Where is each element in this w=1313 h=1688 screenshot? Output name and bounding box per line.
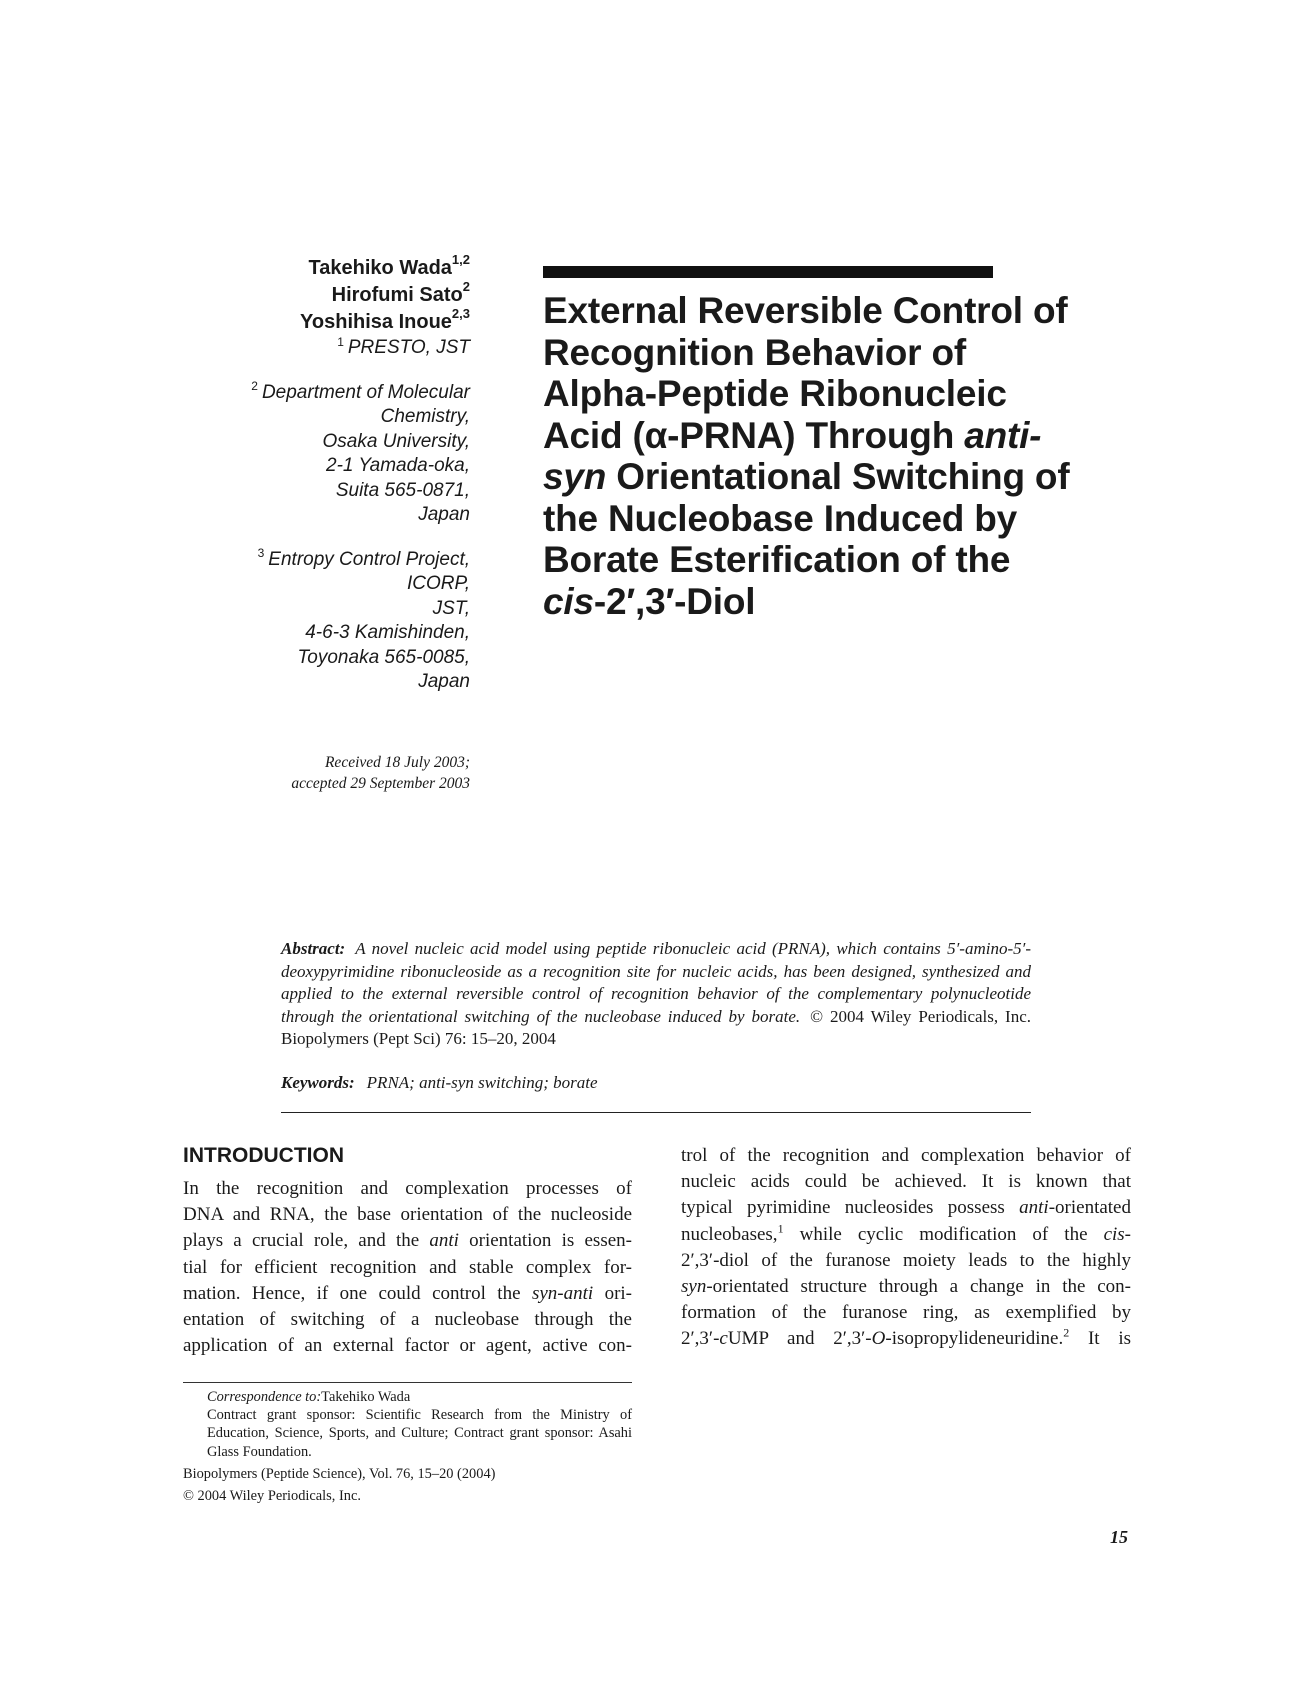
author-name: Hirofumi Sato$^2$ xyxy=(331,279,470,306)
correspondence: Correspondence to:Takehiko Wada xyxy=(207,1389,411,1405)
abstract-text: A novel nucleic acid model using peptide ribonucleic acid (PRNA), which contains 5′-amino-5′-deoxypyrimidine ribonucleoside as a recognition site for nucleic acids, has been designed, synthesized and applied to the external reversible control of recognition behavior of the complementary polynucleotide through the orientational switching of the nucleobase induced by borate. xyxy=(281,939,1031,1026)
author-name: Yoshihisa Inoue$^{2,3}$ xyxy=(300,306,470,333)
body-column-left: In the recognition and complexation processes of DNA and RNA, the base orientation of the nucleoside plays a crucial role, and the anti orientation is essen- tial for efficient recognition and stable complex for- mation. Hence, if one could control the syn-anti ori- entation of switching of a nucleobase through the application of an external factor or agent, active con- xyxy=(183,1178,632,1357)
author-name: Takehiko Wada$^{1,2}$ xyxy=(308,252,470,279)
received-dates: Received 18 July 2003; accepted 29 September 2003 xyxy=(291,754,470,792)
affiliation-1: $^1$ PRESTO, JST xyxy=(337,334,470,358)
paper-title: External Reversible Control of Recognition Behavior of Alpha-Peptide Ribonucleic Acid (α-PRNA) Through anti- syn Orientational Switching of the Nucleobase Induced by Borate Esterification of the cis-2′,3′-Diol xyxy=(543,290,1070,622)
author-block xyxy=(200,252,470,695)
body-column-right: trol of the recognition and complexation behavior of nucleic acids could be achieved. It is known that typical pyrimidine nucleosides possess anti-orientated nucleobases,$^1$ while cyclic modification of the cis- 2′,3′-diol of the furanose moiety leads to the highly syn-orientated structure through a change in the con- formation of the furanose ring, as exemplified by 2′,3′-cUMP and 2′,3′-O-isopropylideneuridine.$^2$ It is xyxy=(681,1145,1131,1350)
abstract xyxy=(281,938,1031,1051)
section-heading: INTRODUCTION xyxy=(183,1144,344,1167)
affiliation-2: $^2$ Department of Molecular Chemistry, Osaka University, 2-1 Yamada-oka, Suita 565-0871, Japan xyxy=(251,379,470,525)
title-rule xyxy=(543,266,993,278)
abstract-label: Abstract: xyxy=(281,939,346,958)
keywords: Keywords: PRNA; anti-syn switching; borate xyxy=(281,1073,598,1092)
abstract-divider xyxy=(281,1112,1031,1113)
footnote-divider xyxy=(183,1382,632,1383)
footnotes xyxy=(183,1388,632,1505)
footnote-copyright: © 2004 Wiley Periodicals, Inc. xyxy=(183,1488,361,1505)
journal-citation: Biopolymers (Peptide Science), Vol. 76, 15–20 (2004) xyxy=(183,1465,496,1482)
page-number: 15 xyxy=(1110,1527,1128,1547)
affiliation-3: $^3$ Entropy Control Project, ICORP, JST, 4-6-3 Kamishinden, Toyonaka 565-0085, Japan xyxy=(257,546,470,692)
abstract-copyright: © 2004 Wiley Periodicals, Inc. Biopolymers (Pept Sci) 76: 15–20, 2004 xyxy=(281,1006,1031,1049)
grant-sponsor: Contract grant sponsor: Scientific Research from the Ministry of Education, Science, Sports, and Culture; Contract grant sponsor: Asahi Glass Foundation. xyxy=(207,1407,632,1460)
